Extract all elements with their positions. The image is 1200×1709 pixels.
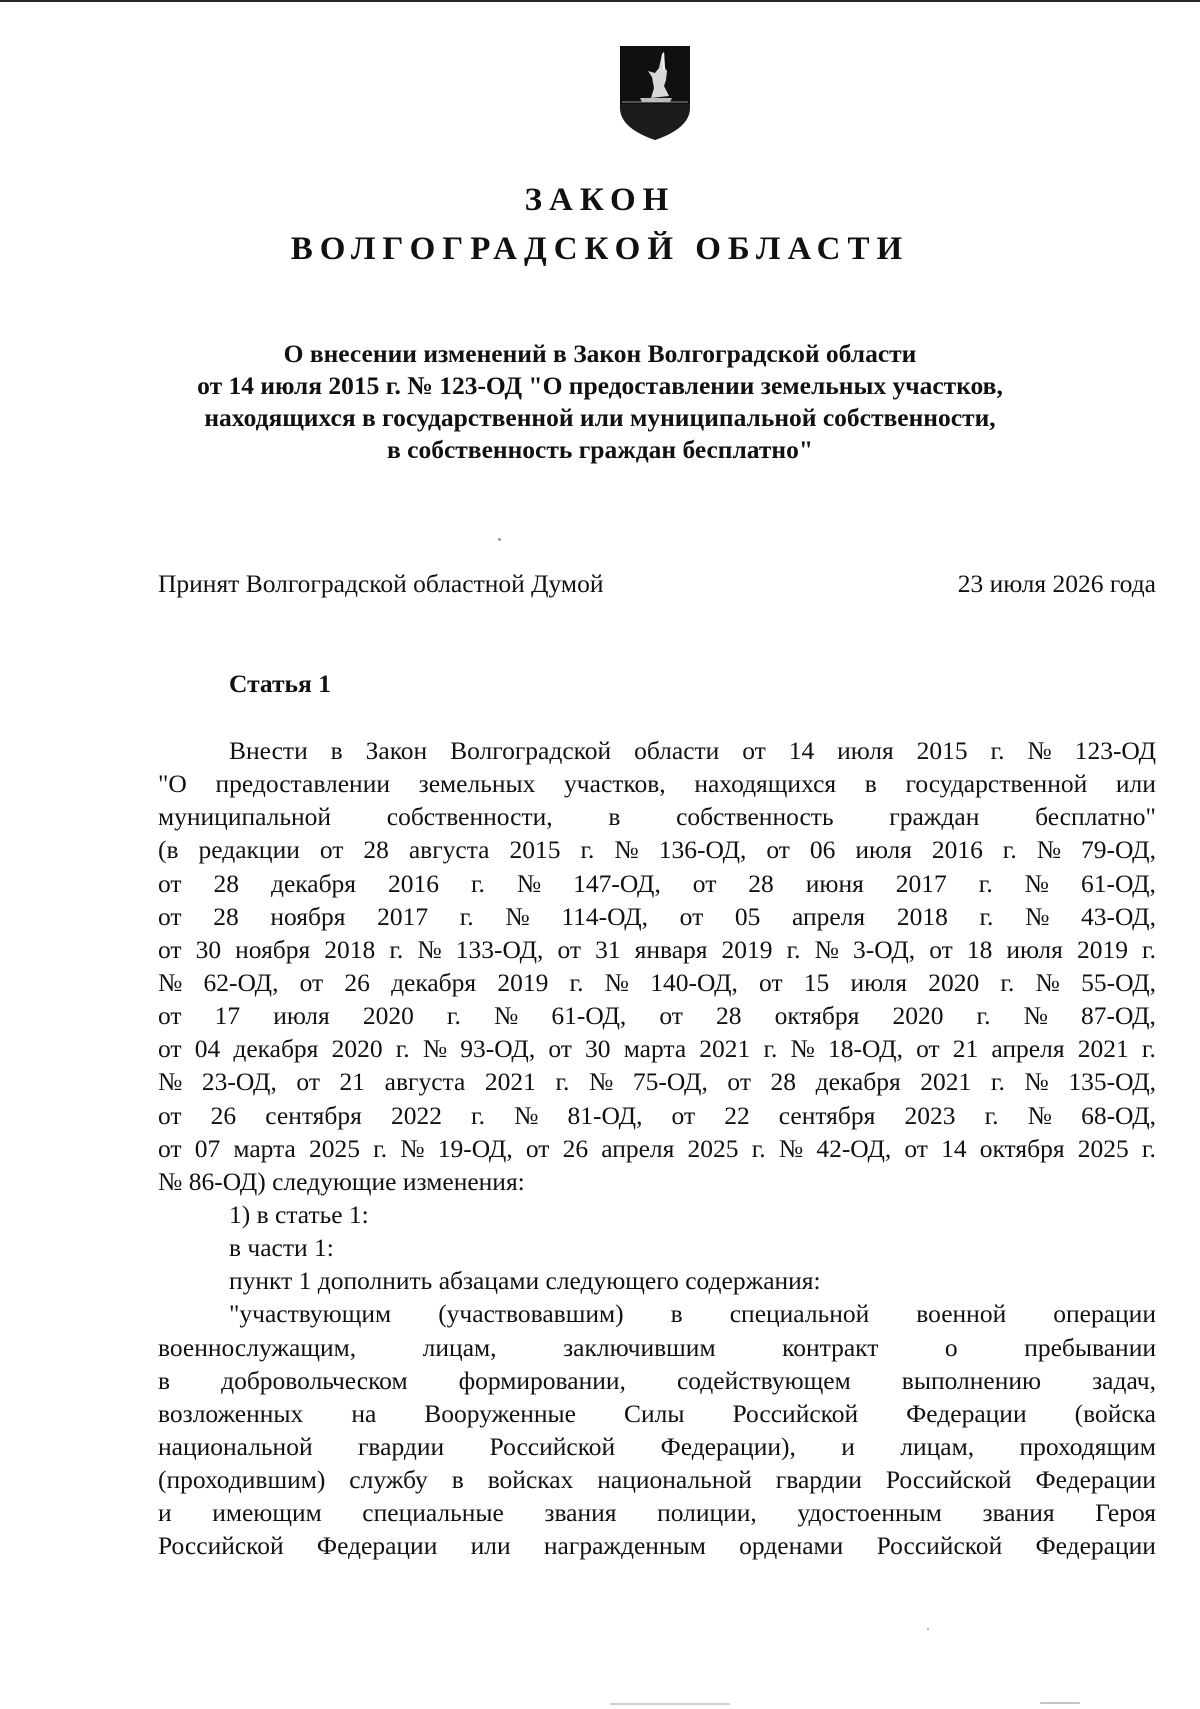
word: ноября	[270, 901, 346, 931]
word: 123-ОД	[1074, 736, 1156, 765]
word: гвардии	[357, 1431, 445, 1461]
word: г.	[555, 1067, 570, 1097]
word: Российской	[158, 1531, 284, 1561]
word: Федерации),	[660, 1431, 796, 1461]
word: заключившим	[563, 1332, 716, 1362]
word: государственной	[905, 769, 1088, 799]
word: (проходившим)	[158, 1465, 326, 1495]
word: г.	[1141, 1133, 1156, 1163]
word: №	[1027, 736, 1052, 765]
word: ноября	[235, 934, 311, 964]
word: пребывании	[1024, 1332, 1156, 1362]
volgograd-coat-of-arms-icon	[618, 44, 692, 142]
word: 19-ОД,	[437, 1133, 513, 1163]
article-line	[158, 734, 1156, 767]
word: или	[470, 1531, 511, 1561]
word: октября	[774, 1001, 860, 1031]
word: 62-ОД,	[203, 967, 279, 997]
word: 2025	[1077, 1133, 1129, 1163]
article-line: пункт 1 дополнить абзацами следующего содержания:	[229, 1266, 821, 1296]
word: (участвовавшим)	[438, 1299, 624, 1329]
article-line	[158, 1099, 1156, 1132]
word: 23-ОД,	[201, 1067, 277, 1097]
word: 14	[788, 736, 815, 765]
word: 05	[734, 901, 761, 931]
word: 147-ОД,	[573, 868, 661, 898]
word: 133-ОД,	[455, 934, 544, 964]
word: 68-ОД,	[1081, 1100, 1156, 1130]
law-title-line: в собственность граждан бесплатно"	[386, 435, 814, 464]
word: 14	[941, 1133, 967, 1163]
word: 30	[195, 934, 222, 964]
word: содействующем	[676, 1365, 851, 1395]
word: 2023	[904, 1100, 956, 1130]
word: 2017	[895, 868, 947, 898]
word: 28	[213, 868, 240, 898]
word: от	[659, 1001, 683, 1031]
article-line	[158, 1364, 1156, 1397]
word: №	[417, 934, 442, 964]
word: 18	[966, 934, 993, 964]
word: №	[1036, 835, 1062, 865]
word: №	[422, 1034, 448, 1064]
word: от	[766, 835, 790, 865]
word: 2018	[896, 901, 948, 931]
word: г.	[984, 1100, 999, 1130]
word: от	[929, 934, 953, 964]
word: г.	[990, 736, 1005, 765]
word: от	[548, 1034, 572, 1064]
scan-speck	[1040, 1702, 1080, 1704]
word: 04	[194, 1034, 221, 1064]
word: 140-ОД,	[650, 967, 738, 997]
word: от	[158, 901, 182, 931]
adopting-body: Принят Волгоградской областной Думой	[158, 569, 604, 598]
word: №	[400, 1133, 425, 1163]
word: 43-ОД,	[1081, 901, 1156, 931]
article-body	[158, 734, 1156, 1563]
word: от	[692, 868, 717, 898]
word: 2019	[721, 934, 773, 964]
word: 2021	[699, 1034, 751, 1064]
word: собственность	[676, 802, 834, 832]
word: 26	[562, 1133, 589, 1163]
word: контракт	[782, 1332, 879, 1362]
article-line: в части 1:	[229, 1233, 334, 1263]
word: 61-ОД,	[551, 1001, 627, 1031]
article-line	[158, 1463, 1156, 1496]
word: 87-ОД,	[1081, 1001, 1156, 1031]
word: 28	[748, 868, 774, 898]
word: от	[158, 868, 182, 898]
word: Вооруженные	[424, 1398, 576, 1428]
word: 93-ОД,	[460, 1034, 536, 1064]
word: "О	[158, 769, 187, 799]
word: г.	[373, 1133, 388, 1163]
word: 2021	[920, 1067, 972, 1097]
word: специальной	[729, 1299, 870, 1329]
word: №	[493, 1001, 519, 1031]
word: от	[158, 1100, 182, 1130]
word: лицам,	[422, 1332, 497, 1362]
word: "участвующим	[229, 1299, 392, 1329]
word: 61-ОД,	[1080, 868, 1156, 898]
word: г.	[459, 901, 474, 931]
word: о	[944, 1332, 958, 1362]
word: специальные	[362, 1498, 504, 1528]
word: г.	[976, 1001, 991, 1031]
word: №	[158, 1067, 183, 1097]
word: службу	[349, 1465, 428, 1495]
word: 114-ОД,	[561, 901, 649, 931]
adoption-line	[158, 569, 1156, 599]
word: г.	[471, 1100, 485, 1130]
word: №	[505, 901, 530, 931]
word: августа	[408, 835, 490, 865]
law-document-type: ЗАКОН	[524, 182, 676, 218]
word: 31	[595, 934, 621, 964]
word: редакции	[198, 835, 300, 865]
article-line	[158, 1529, 1156, 1562]
word: июля	[850, 967, 908, 997]
word: 79-ОД,	[1081, 835, 1156, 865]
word: марта	[233, 1133, 296, 1163]
word: от	[319, 835, 344, 865]
word: 2020	[331, 1034, 383, 1064]
word: 06	[809, 835, 836, 865]
word: лицам,	[900, 1431, 975, 1461]
word: операции	[1053, 1299, 1156, 1329]
word: Внести	[229, 736, 308, 765]
word: бесплатно"	[1035, 802, 1156, 832]
word: граждан	[889, 802, 980, 832]
scan-speck	[610, 1703, 730, 1705]
word: г.	[569, 967, 584, 997]
word: (войска	[1074, 1398, 1156, 1428]
word: задач,	[1092, 1365, 1156, 1395]
word: июля	[1006, 934, 1063, 964]
word: №	[1027, 1100, 1052, 1130]
word: июля	[273, 1001, 330, 1031]
word: в	[158, 1365, 171, 1395]
word: г.	[395, 1034, 410, 1064]
word: от	[299, 967, 324, 997]
word: звания	[544, 1498, 617, 1528]
word: г.	[1000, 967, 1015, 997]
word: 17	[214, 1001, 241, 1031]
word: на	[351, 1398, 377, 1428]
word: №	[589, 1067, 614, 1097]
word: №	[1025, 901, 1050, 931]
word: добровольческом	[221, 1365, 408, 1395]
word: собственности,	[386, 802, 553, 832]
word: 2022	[390, 1100, 442, 1130]
word: полиции,	[657, 1498, 757, 1528]
law-title-line: О внесении изменений в Закон Волгоградской области	[283, 339, 917, 368]
word: 2019	[497, 967, 549, 997]
word: г.	[1141, 934, 1156, 964]
word: в	[864, 769, 877, 799]
word: 2015	[916, 736, 968, 765]
word: г.	[979, 901, 994, 931]
word: в	[330, 736, 343, 765]
word: выполнению	[901, 1365, 1042, 1395]
word: от	[158, 1133, 182, 1163]
word: муниципальной	[158, 802, 332, 832]
word: апреля	[991, 1034, 1065, 1064]
word: в	[451, 1465, 464, 1495]
word: предоставлении	[215, 769, 390, 799]
word: декабря	[815, 1067, 901, 1097]
word: от	[158, 1001, 182, 1031]
article-line	[158, 1430, 1156, 1463]
word: г.	[751, 1133, 766, 1163]
word: войсках	[487, 1465, 574, 1495]
word: 75-ОД,	[632, 1067, 708, 1097]
article-line	[158, 1297, 1156, 1330]
word: национальной	[158, 1431, 313, 1461]
article-line	[158, 767, 1156, 800]
law-title	[140, 338, 1060, 466]
word: Российской	[885, 1465, 1012, 1495]
word: августа	[384, 1067, 466, 1097]
article-line	[158, 1032, 1156, 1065]
article-line: № 86-ОД) следующие изменения:	[158, 1166, 525, 1196]
word: 18-ОД,	[828, 1034, 903, 1064]
word: 26	[344, 967, 370, 997]
scan-speck	[498, 538, 501, 541]
word: 55-ОД,	[1081, 967, 1156, 997]
word: г.	[580, 835, 595, 865]
word: Федерации	[316, 1531, 438, 1561]
word: января	[634, 934, 708, 964]
word: апреля	[601, 1133, 675, 1163]
adoption-date: 23 июля 2026 года	[957, 569, 1156, 598]
word: июля	[855, 835, 912, 865]
word: от	[296, 1067, 320, 1097]
word: 2025	[309, 1133, 360, 1163]
word: возложенных	[158, 1398, 304, 1428]
word: от	[679, 901, 704, 931]
word: 136-ОД,	[658, 835, 747, 865]
word: г.	[389, 934, 404, 964]
word: №	[514, 1100, 539, 1130]
word: 07	[194, 1133, 221, 1163]
word: 135-ОД,	[1068, 1067, 1156, 1097]
article-line	[158, 1496, 1156, 1529]
word: №	[790, 1034, 815, 1064]
word: 42-ОД,	[816, 1133, 892, 1163]
article-line	[158, 966, 1156, 999]
law-region-name: ВОЛГОГРАДСКОЙ ОБЛАСТИ	[290, 231, 910, 267]
word: 2016	[931, 835, 983, 865]
article-line	[158, 1331, 1156, 1364]
law-title-line: находящихся в государственной или муниципальной собственности,	[204, 403, 996, 432]
word: Российской	[732, 1398, 859, 1428]
word: или	[1115, 769, 1156, 799]
word: г.	[978, 868, 993, 898]
word: Силы	[623, 1398, 685, 1428]
word: 2016	[388, 868, 439, 898]
word: от	[742, 736, 766, 765]
word: от	[671, 1100, 696, 1130]
word: 2015	[509, 835, 561, 865]
word: г.	[446, 1001, 461, 1031]
word: 26	[210, 1100, 237, 1130]
word: 22	[724, 1100, 750, 1130]
article-line	[158, 867, 1156, 900]
word: 2018	[324, 934, 376, 964]
word: 21	[952, 1034, 979, 1064]
word: №	[516, 868, 542, 898]
article-line	[158, 833, 1156, 866]
word: и	[158, 1498, 172, 1528]
word: №	[614, 835, 639, 865]
word: г.	[990, 1067, 1005, 1097]
word: г.	[763, 1034, 778, 1064]
word: 2021	[484, 1067, 536, 1097]
top-border-line	[0, 0, 1200, 2]
word: 2025	[687, 1133, 739, 1163]
word: удостоенным	[797, 1498, 942, 1528]
word: Героя	[1095, 1498, 1156, 1528]
word: 2021	[1077, 1034, 1129, 1064]
word: 2020	[362, 1001, 414, 1031]
article-line	[158, 933, 1156, 966]
word: апреля	[792, 901, 866, 931]
word: 21	[339, 1067, 366, 1097]
word: национальной	[597, 1465, 752, 1495]
word: 28	[716, 1001, 742, 1031]
word: области	[634, 736, 720, 765]
word: участков,	[564, 769, 666, 799]
word: Волгоградской	[450, 736, 612, 765]
word: №	[1035, 967, 1060, 997]
article-heading: Статья 1	[229, 669, 331, 698]
word: находящихся	[694, 769, 837, 799]
word: 81-ОД,	[567, 1100, 643, 1130]
word: Федерации	[906, 1398, 1027, 1428]
word: декабря	[233, 1034, 319, 1064]
word: г.	[786, 934, 801, 964]
word: №	[778, 1133, 804, 1163]
word: в	[608, 802, 621, 832]
word: формировании,	[458, 1365, 626, 1395]
word: 2020	[892, 1001, 944, 1031]
word: военной	[916, 1299, 1007, 1329]
word: июня	[805, 868, 864, 898]
word: марта	[623, 1034, 687, 1064]
word: сентября	[265, 1100, 362, 1130]
word: г.	[1141, 1034, 1156, 1064]
law-title-line: от 14 июля 2015 г. № 123-ОД "О предоставлении земельных участков,	[197, 371, 1003, 400]
word: 15	[803, 967, 830, 997]
article-line	[158, 1132, 1156, 1165]
word: 28	[363, 835, 389, 865]
word: от	[557, 934, 582, 964]
word: декабря	[391, 967, 477, 997]
word: 2017	[377, 901, 429, 931]
word: от	[727, 1067, 751, 1097]
word: Закон	[365, 736, 428, 765]
word: №	[1024, 868, 1049, 898]
word: от	[525, 1133, 550, 1163]
word: от	[904, 1133, 928, 1163]
word: 28	[213, 901, 239, 931]
article-line	[158, 800, 1156, 833]
word: №	[1024, 1067, 1049, 1097]
article-line	[158, 1065, 1156, 1098]
word: №	[1023, 1001, 1048, 1031]
word: №	[604, 967, 630, 997]
word: от	[916, 1034, 940, 1064]
word: декабря	[270, 868, 357, 898]
word: 28	[770, 1067, 797, 1097]
word: Федерации	[1035, 1531, 1156, 1561]
word: 2019	[1076, 934, 1128, 964]
word: 3-ОД,	[853, 934, 916, 964]
word: г.	[470, 868, 485, 898]
word: проходящим	[1019, 1431, 1156, 1461]
article-line	[158, 999, 1156, 1032]
word: №	[814, 934, 839, 964]
scan-speck	[927, 1628, 929, 1630]
article-line	[158, 1397, 1156, 1430]
word: Российской	[876, 1531, 1003, 1561]
word: 30	[585, 1034, 611, 1064]
word: орденами	[739, 1531, 844, 1561]
word: (в	[158, 835, 179, 865]
word: гвардии	[775, 1465, 862, 1495]
word: октября	[979, 1133, 1065, 1163]
word: №	[158, 967, 183, 997]
word: Российской	[489, 1431, 616, 1461]
word: звания	[982, 1498, 1055, 1528]
word: от	[759, 967, 783, 997]
word: 2020	[928, 967, 980, 997]
word: земельных	[418, 769, 536, 799]
word: имеющим	[212, 1498, 322, 1528]
article-line: 1) в статье 1:	[229, 1199, 369, 1229]
word: г.	[1002, 835, 1017, 865]
word: награжденным	[543, 1531, 706, 1561]
word: в	[670, 1299, 683, 1329]
word: от	[158, 1034, 182, 1064]
word: и	[841, 1431, 855, 1461]
word: июля	[837, 736, 894, 765]
word: от	[158, 934, 182, 964]
word: Федерации	[1035, 1465, 1156, 1495]
article-line	[158, 900, 1156, 933]
word: сентября	[778, 1100, 876, 1130]
word: военнослужащим,	[158, 1332, 357, 1362]
